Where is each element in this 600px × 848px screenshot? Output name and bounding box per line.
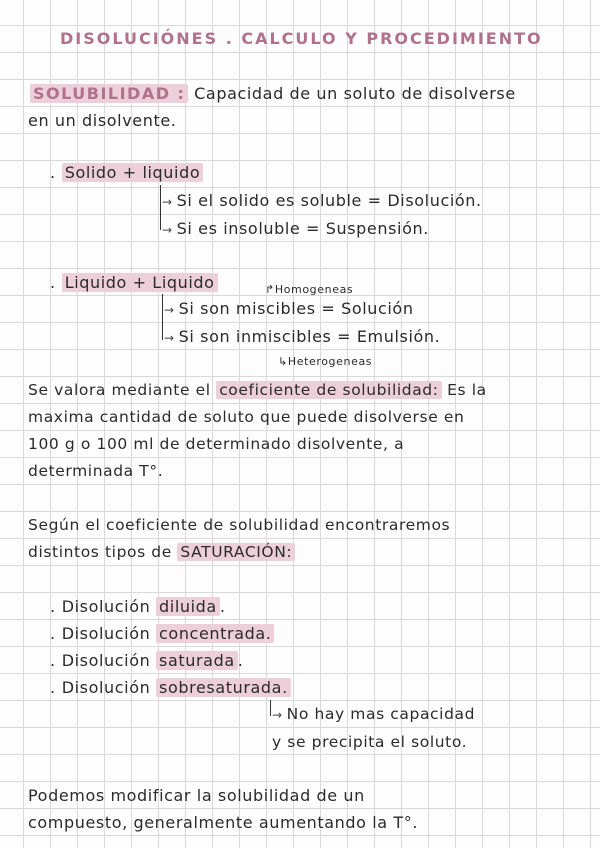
liquido-miscibles-text: Si son miscibles = Solución xyxy=(178,299,414,318)
liquido-inmiscibles-item xyxy=(164,327,440,346)
note-text: No hay mas capacidad xyxy=(286,705,476,723)
type-prefix: Disolución xyxy=(61,597,151,616)
homogeneas-note xyxy=(265,283,353,296)
heterogeneas-note xyxy=(278,355,372,368)
type-prefix: Disolución xyxy=(61,624,151,643)
solubilidad-term: SOLUBILIDAD : xyxy=(30,84,188,103)
liquido-liquido-label: Liquido + Liquido xyxy=(62,273,218,292)
coeficiente-text-b: Es la xyxy=(447,381,487,399)
arrow-down-right-icon: ↳ xyxy=(278,355,288,368)
coeficiente-line1 xyxy=(28,381,487,399)
bracket-line xyxy=(160,185,161,230)
conclusion-line1: Podemos modificar la solubilidad de un xyxy=(28,786,365,805)
saturacion-type-item xyxy=(50,624,274,643)
arrow-right-icon: → xyxy=(164,303,175,317)
conclusion-line2: compuesto, generalmente aumentando la T°. xyxy=(28,813,419,832)
bracket-line xyxy=(162,294,163,340)
solido-soluble-text: Si el solido es soluble = Disolución. xyxy=(176,191,482,210)
solido-soluble-item xyxy=(162,191,482,210)
type-name: sobresaturada. xyxy=(156,678,291,697)
liquido-liquido-heading xyxy=(50,273,218,292)
solido-insoluble-text: Si es insoluble = Suspensión. xyxy=(176,219,429,238)
bullet-icon: . xyxy=(50,163,56,182)
type-name: diluida xyxy=(156,597,220,616)
liquido-miscibles-item xyxy=(164,299,414,318)
saturacion-line1: Según el coeficiente de solubilidad encontraremos xyxy=(28,516,451,534)
solubilidad-definition-text: Capacidad de un soluto de disolverse xyxy=(194,84,516,103)
coeficiente-line4: determinada T°. xyxy=(28,462,164,480)
saturacion-text: distintos tipos de xyxy=(28,543,172,561)
saturacion-type-item xyxy=(50,651,243,670)
coeficiente-line2: maxima cantidad de soluto que puede disolverse en xyxy=(28,408,465,426)
type-end: . xyxy=(219,597,226,616)
type-name: concentrada. xyxy=(156,624,274,643)
liquido-inmiscibles-text: Si son inmiscibles = Emulsión. xyxy=(178,327,441,346)
bullet-icon: . xyxy=(50,678,56,697)
solubilidad-definition-line2: en un disolvente. xyxy=(28,111,177,130)
type-end: . xyxy=(237,651,244,670)
coeficiente-text-a: Se valora mediante el xyxy=(28,381,211,399)
arrow-right-icon: → xyxy=(162,195,173,209)
coeficiente-line3: 100 g o 100 ml de determinado disolvente, a xyxy=(28,435,405,453)
saturacion-line2 xyxy=(28,543,295,561)
page-title: DISOLUCIÓNES . CALCULO Y PROCEDIMIENTO xyxy=(60,29,543,48)
saturacion-highlight: SATURACIÓN: xyxy=(177,543,295,561)
bullet-icon: . xyxy=(50,273,56,292)
bullet-icon: . xyxy=(50,597,56,616)
type-name: saturada xyxy=(156,651,238,670)
arrow-right-icon: → xyxy=(164,331,175,345)
type-prefix: Disolución xyxy=(61,651,151,670)
coeficiente-highlight: coeficiente de solubilidad: xyxy=(216,381,441,399)
solido-liquido-heading xyxy=(50,163,203,182)
bullet-icon: . xyxy=(50,624,56,643)
solubilidad-definition-line1 xyxy=(30,84,516,103)
solido-liquido-label: Solido + liquido xyxy=(62,163,204,182)
arrow-right-icon: → xyxy=(272,708,283,722)
bullet-icon: . xyxy=(50,651,56,670)
homogeneas-text: Homogeneas xyxy=(274,283,354,296)
bracket-line xyxy=(270,700,271,716)
saturacion-type-item xyxy=(50,597,226,616)
sobresaturada-note-line1 xyxy=(272,705,475,723)
solido-insoluble-item xyxy=(162,219,429,238)
saturacion-type-item xyxy=(50,678,291,697)
type-prefix: Disolución xyxy=(61,678,151,697)
heterogeneas-text: Heterogeneas xyxy=(287,355,373,368)
arrow-up-right-icon: ↱ xyxy=(265,283,275,296)
sobresaturada-note-line2: y se precipita el soluto. xyxy=(272,733,468,751)
arrow-right-icon: → xyxy=(162,223,173,237)
